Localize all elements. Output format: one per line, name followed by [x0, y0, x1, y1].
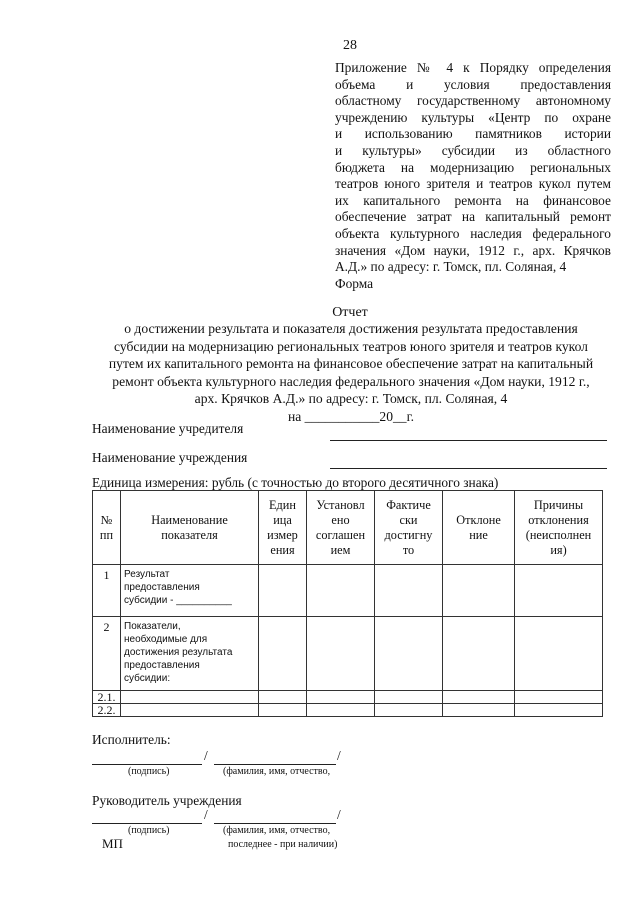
cell-planned[interactable] [307, 704, 375, 717]
row-number: 2.2. [93, 704, 121, 717]
row-description: Результат предоставления субсидии - __________ [121, 565, 259, 617]
report-description [96, 320, 606, 425]
stamp-label: МП [102, 836, 123, 851]
appendix-line: и использованию памятников истории [335, 126, 611, 142]
executor-label: Исполнитель: [92, 732, 171, 747]
appendix-line: театров юного зрителя и театров кукол путем [335, 176, 611, 192]
report-line: о достижении результата и показателя достижения результата предоставления [124, 321, 578, 336]
appendix-line: бюджета на модернизацию региональных [335, 159, 611, 175]
appendix-line: объема и условия предоставления [335, 76, 611, 92]
indicators-table [92, 490, 603, 717]
appendix-line: Приложение № 4 к Порядку определения [335, 60, 611, 75]
col-header-number: № пп [93, 491, 121, 565]
appendix-line: учреждению культуры «Центр по охране [335, 109, 611, 125]
appendix-line: обеспечение затрат на капитальный ремонт [335, 209, 611, 225]
col-header-deviation: Отклоне ние [443, 491, 515, 565]
head-label: Руководитель учреждения [92, 793, 242, 808]
appendix-line: А.Д.» по адресу: г. Томск, пл. Соляная, 4 [335, 259, 567, 275]
head-signature-line[interactable] [92, 823, 202, 824]
row-description: Показатели, необходимые для достижения результата предоставления субсидии: [121, 617, 259, 691]
appendix-line: значения «Дом науки, 1912 г., арх. Крячков [335, 242, 611, 258]
name-hint-continuation: последнее - при наличии) [228, 839, 338, 850]
cell-unit[interactable] [259, 704, 307, 717]
row-number: 1 [93, 565, 121, 617]
row-description[interactable] [121, 704, 259, 717]
table-row [93, 704, 603, 717]
table-row [93, 691, 603, 704]
cell-actual[interactable] [375, 617, 443, 691]
cell-reasons[interactable] [515, 565, 603, 617]
appendix-line: их капитального ремонта на финансовое [335, 192, 611, 208]
appendix-line: и культуры» субсидии из областного [335, 142, 611, 158]
cell-deviation[interactable] [443, 565, 515, 617]
col-header-reasons: Причины отклонения (неисполнен ия) [515, 491, 603, 565]
cell-unit[interactable] [259, 565, 307, 617]
separator-slash: / [204, 748, 208, 763]
cell-unit[interactable] [259, 617, 307, 691]
table-row [93, 565, 603, 617]
separator-slash: / [337, 807, 341, 822]
cell-planned[interactable] [307, 617, 375, 691]
col-header-planned: Установл ено соглашен ием [307, 491, 375, 565]
page-number: 28 [343, 38, 357, 53]
col-header-name: Наименование показателя [121, 491, 259, 565]
signature-hint: (подпись) [128, 825, 170, 836]
cell-reasons[interactable] [515, 617, 603, 691]
appendix-line: объекта культурного наследия федерального [335, 225, 611, 241]
appendix-line: областному государственному автономному [335, 93, 611, 109]
report-line: ремонт объекта культурного наследия федерального значения «Дом науки, 1912 г., [112, 373, 590, 389]
table-header-row [93, 491, 603, 565]
separator-slash: / [204, 807, 208, 822]
cell-actual[interactable] [375, 691, 443, 704]
report-title: Отчет [332, 305, 368, 320]
institution-input-line[interactable] [330, 468, 607, 469]
col-header-unit: Един ица измер ения [259, 491, 307, 565]
unit-label: Единица измерения: рубль (с точностью до второго десятичного знака) [92, 475, 499, 490]
name-hint: (фамилия, имя, отчество, [223, 766, 331, 777]
cell-deviation[interactable] [443, 617, 515, 691]
institution-label: Наименование учреждения [92, 450, 248, 465]
cell-reasons[interactable] [515, 704, 603, 717]
founder-label: Наименование учредителя [92, 421, 244, 436]
cell-actual[interactable] [375, 565, 443, 617]
report-line: субсидии на модернизацию региональных театров юного зрителя и театров кукол [114, 338, 588, 354]
separator-slash: / [337, 748, 341, 763]
cell-deviation[interactable] [443, 704, 515, 717]
report-line: путем их капитального ремонта на финансовое обеспечение затрат на капитальный [108, 356, 594, 371]
signature-hint: (подпись) [128, 766, 170, 777]
cell-reasons[interactable] [515, 691, 603, 704]
table-row [93, 617, 603, 691]
cell-deviation[interactable] [443, 691, 515, 704]
founder-input-line[interactable] [330, 440, 607, 441]
col-header-actual: Фактиче ски достигну то [375, 491, 443, 565]
row-number: 2 [93, 617, 121, 691]
cell-unit[interactable] [259, 691, 307, 704]
report-line: арх. Крячков А.Д.» по адресу: г. Томск, пл. Соляная, 4 [194, 391, 508, 406]
executor-signature-line[interactable] [92, 764, 202, 765]
cell-planned[interactable] [307, 565, 375, 617]
form-label: Форма [335, 275, 374, 291]
name-hint: (фамилия, имя, отчество, [223, 825, 331, 836]
row-description[interactable] [121, 691, 259, 704]
row-number: 2.1. [93, 691, 121, 704]
executor-name-line[interactable] [214, 764, 336, 765]
report-date-line: на ___________20__г. [287, 408, 415, 424]
appendix-header [335, 60, 611, 292]
head-name-line[interactable] [214, 823, 336, 824]
cell-planned[interactable] [307, 691, 375, 704]
cell-actual[interactable] [375, 704, 443, 717]
